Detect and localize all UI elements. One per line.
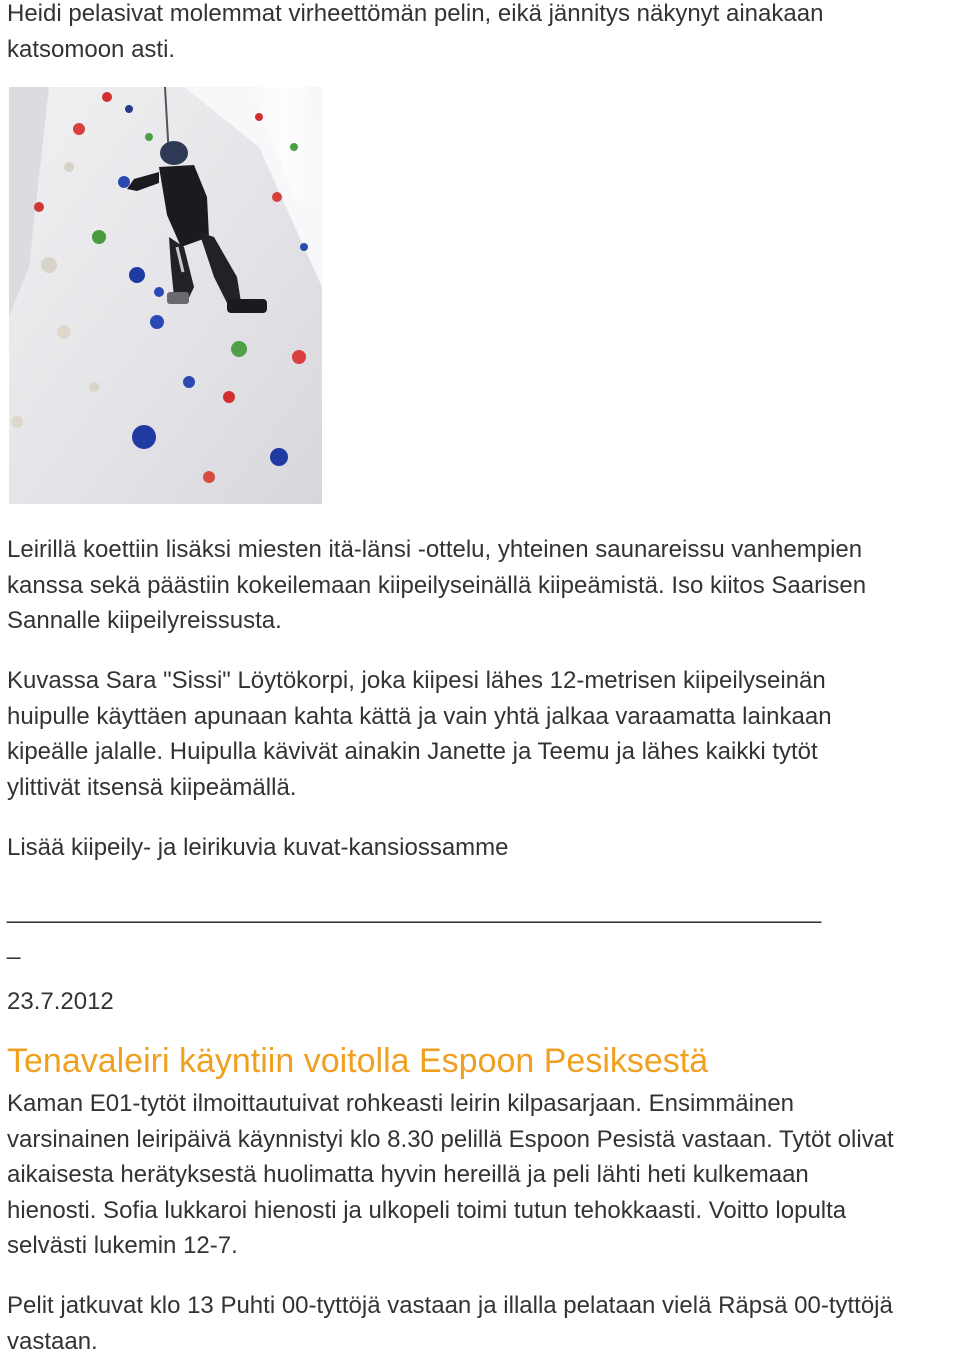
camp-paragraph <box>7 532 866 639</box>
body-line-4: hienosti. Sofia lukkaroi hienosti ja ulkopeli toimi tutun tehokkaasti. Voitto lopulta <box>7 1196 847 1224</box>
next-line-2: vastaan. <box>7 1327 98 1355</box>
body-line-1: Kaman E01-tytöt ilmoittautuivat rohkeasti leirin kilpasarjaan. Ensimmäinen <box>7 1090 795 1117</box>
post-title-text[interactable]: Tenavaleiri käyntiin voitolla Espoon Pesiksestä <box>7 1042 709 1080</box>
caption-line-3: kipeälle jalalle. Huipulla kävivät ainakin Janette ja Teemu ja lähes kaikki tytöt <box>7 738 818 765</box>
more-photos-link[interactable]: Lisää kiipeily- ja leirikuvia kuvat-kansiossamme <box>7 834 509 861</box>
camp-line-1: Leirillä koettiin lisäksi miesten itä-länsi -ottelu, yhteinen saunareissu vanhempien <box>7 536 863 563</box>
intro-line-2: katsomoon asti. <box>7 35 176 63</box>
caption-line-4: ylittivät itsensä kiipeämällä. <box>7 773 297 801</box>
separator-rule <box>7 893 821 964</box>
post-body-paragraph <box>7 1086 894 1264</box>
intro-line-1: Heidi pelasivat molemmat virheettömän pelin, eikä jännitys näkynyt ainakaan <box>7 0 824 27</box>
climbing-wall-illustration <box>9 87 322 504</box>
post-date: 23.7.2012 <box>7 988 114 1015</box>
caption-line-2: huipulle käyttäen apunaan kahta kättä ja vain yhtä jalkaa varaamatta lainkaan <box>7 702 832 730</box>
separator-line: _____________________________________________________________ <box>7 897 822 924</box>
caption-line-1: Kuvassa Sara "Sissi" Löytökorpi, joka kiipesi lähes 12-metrisen kiipeilyseinän <box>7 667 826 694</box>
climbing-wall-photo <box>9 87 322 504</box>
body-line-2: varsinainen leiripäivä käynnistyi klo 8.30 pelillä Espoon Pesistä vastaan. Tytöt olivat <box>7 1125 894 1153</box>
intro-paragraph <box>7 0 823 67</box>
body-line-3: aikaisesta herätyksestä huolimatta hyvin hereillä ja peli lähti heti kulkemaan <box>7 1161 809 1188</box>
photo-caption-paragraph <box>7 663 832 805</box>
separator-tail: _ <box>7 932 21 960</box>
more-photos-paragraph <box>7 830 509 866</box>
body-line-5: selvästi lukemin 12-7. <box>7 1232 238 1259</box>
camp-line-2: kanssa sekä päästiin kokeilemaan kiipeilyseinällä kiipeämistä. Iso kiitos Saarisen <box>7 571 867 599</box>
camp-line-3: Sannalle kiipeilyreissusta. <box>7 607 282 634</box>
post-title[interactable] <box>7 1040 708 1082</box>
next-games-paragraph <box>7 1288 893 1359</box>
next-line-1: Pelit jatkuvat klo 13 Puhti 00-tyttöjä vastaan ja illalla pelataan vielä Räpsä 00-tyttöjä <box>7 1292 893 1319</box>
